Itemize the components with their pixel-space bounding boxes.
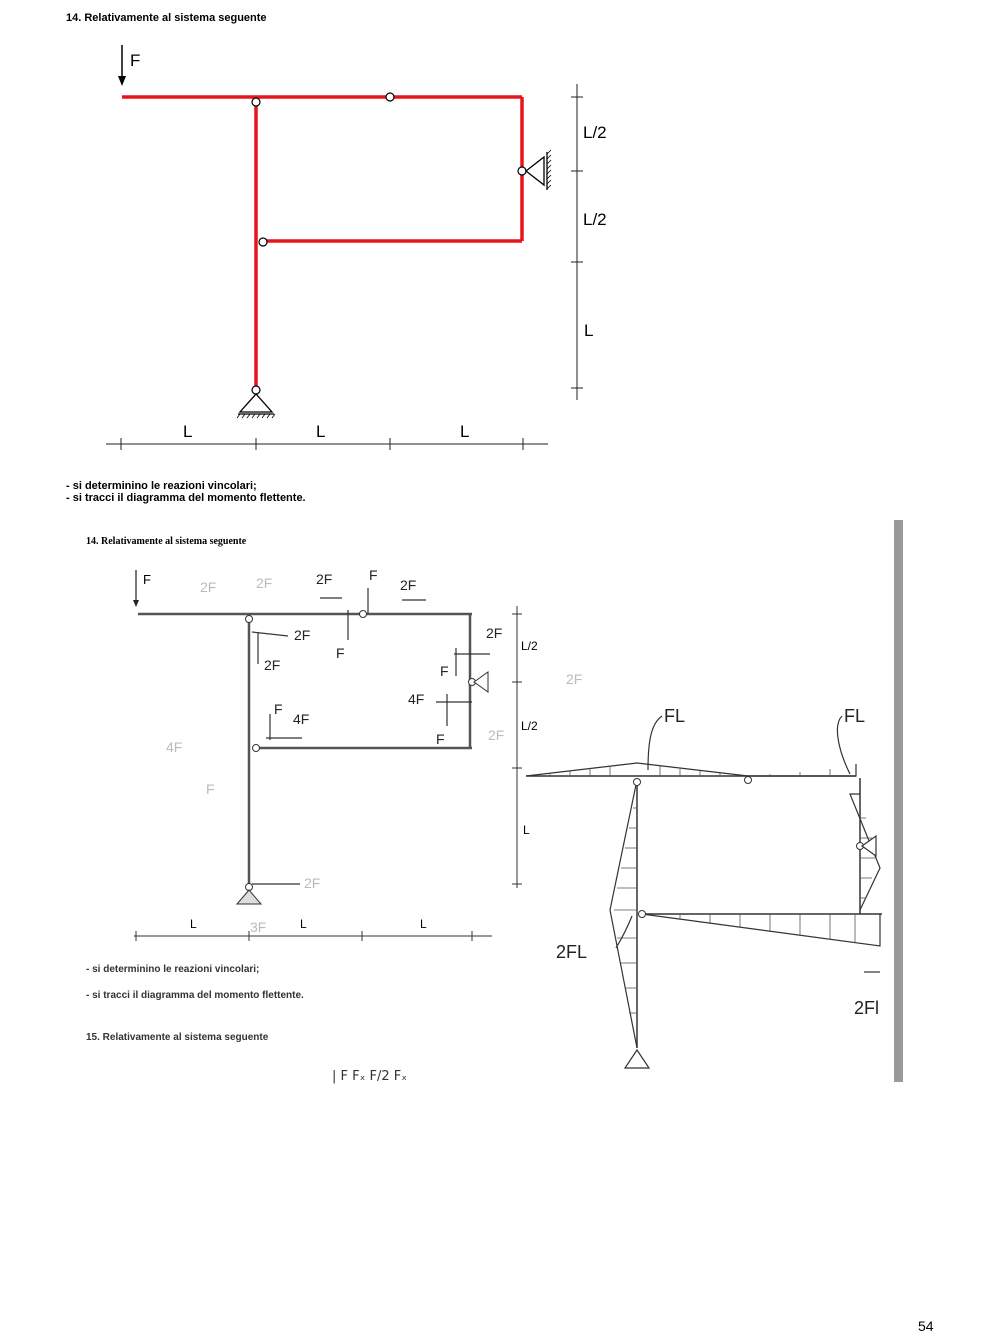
hinge-top-middle	[386, 93, 394, 101]
scan-edge	[894, 520, 903, 1082]
scan-dim-label: L	[420, 917, 427, 931]
force-label: 2F	[264, 657, 281, 673]
dim-label-v1: L/2	[583, 123, 607, 142]
solution-scan	[80, 518, 905, 1084]
frame-members	[122, 97, 522, 390]
force-label: F	[436, 731, 445, 747]
scan-dim-label: L/2	[521, 719, 538, 733]
scan-heading: 14. Relativamente al sistema seguente	[86, 536, 247, 547]
hinge-base	[252, 386, 260, 394]
hinge-middle-beam	[259, 238, 267, 246]
force-label: 2F	[486, 625, 503, 641]
horizontal-dimension	[106, 438, 548, 450]
scan-dim-label: L	[300, 917, 307, 931]
force-label: 2F	[256, 575, 273, 591]
force-label: F	[274, 701, 283, 717]
force-label: 2F	[488, 727, 505, 743]
task-item: - si determinino le reazioni vincolari;	[66, 480, 257, 492]
moment-label: FL	[844, 706, 866, 726]
scan-dim-label: L/2	[521, 639, 538, 653]
moment-hinge	[634, 779, 641, 786]
force-label: F	[206, 781, 215, 797]
scan-dim-label: L	[523, 823, 530, 837]
base-pin-support	[237, 394, 275, 418]
force-label: 2F	[566, 671, 583, 687]
moment-label: 2FL	[556, 942, 588, 962]
structure-figure	[0, 0, 1000, 470]
scan-task: - si determinino le reazioni vincolari;	[86, 964, 260, 975]
scan-dim-label: L	[190, 917, 197, 931]
dim-label-h1: L	[183, 422, 193, 441]
right-pin-support	[526, 150, 551, 190]
moment-label: 2Fl	[854, 998, 880, 1018]
moment-label: FL	[664, 706, 686, 726]
force-label: 3F	[250, 919, 267, 935]
force-label: 4F	[293, 711, 310, 727]
dim-label-h3: L	[460, 422, 470, 441]
dim-label-v2: L/2	[583, 210, 607, 229]
task-item: - si tracci il diagramma del momento flettente.	[66, 492, 306, 504]
hinge-right-support	[518, 167, 526, 175]
force-label: F	[369, 567, 378, 583]
force-label: F	[336, 645, 345, 661]
dim-label-h2: L	[316, 422, 326, 441]
vertical-dimension	[571, 84, 583, 400]
force-label: F	[440, 663, 449, 679]
load-arrow	[118, 45, 126, 86]
scan-hinge	[253, 745, 260, 752]
force-label: 2F	[200, 579, 217, 595]
scan-hinge	[246, 616, 253, 623]
scan-load: F	[143, 572, 151, 587]
load-label: F	[130, 51, 141, 70]
force-label: 4F	[166, 739, 183, 755]
task-list	[66, 480, 306, 504]
dim-label-v3: L	[584, 321, 594, 340]
page-number: 54	[918, 1318, 934, 1334]
force-label: 2F	[304, 875, 321, 891]
moment-hinge	[745, 777, 752, 784]
scan-hinge	[360, 611, 367, 618]
scan-next-heading: 15. Relativamente al sistema seguente	[86, 1032, 269, 1043]
scan-task: - si tracci il diagramma del momento flettente.	[86, 990, 304, 1001]
moment-hinge	[639, 911, 646, 918]
force-label: 4F	[408, 691, 425, 707]
scan-next-fragment: | F Fₓ F/2 Fₓ	[332, 1069, 408, 1084]
hinge-top-left	[252, 98, 260, 106]
force-label: 2F	[400, 577, 417, 593]
exercise-heading: 14. Relativamente al sistema seguente	[66, 12, 267, 24]
force-label: 2F	[294, 627, 311, 643]
force-label: 2F	[316, 571, 333, 587]
